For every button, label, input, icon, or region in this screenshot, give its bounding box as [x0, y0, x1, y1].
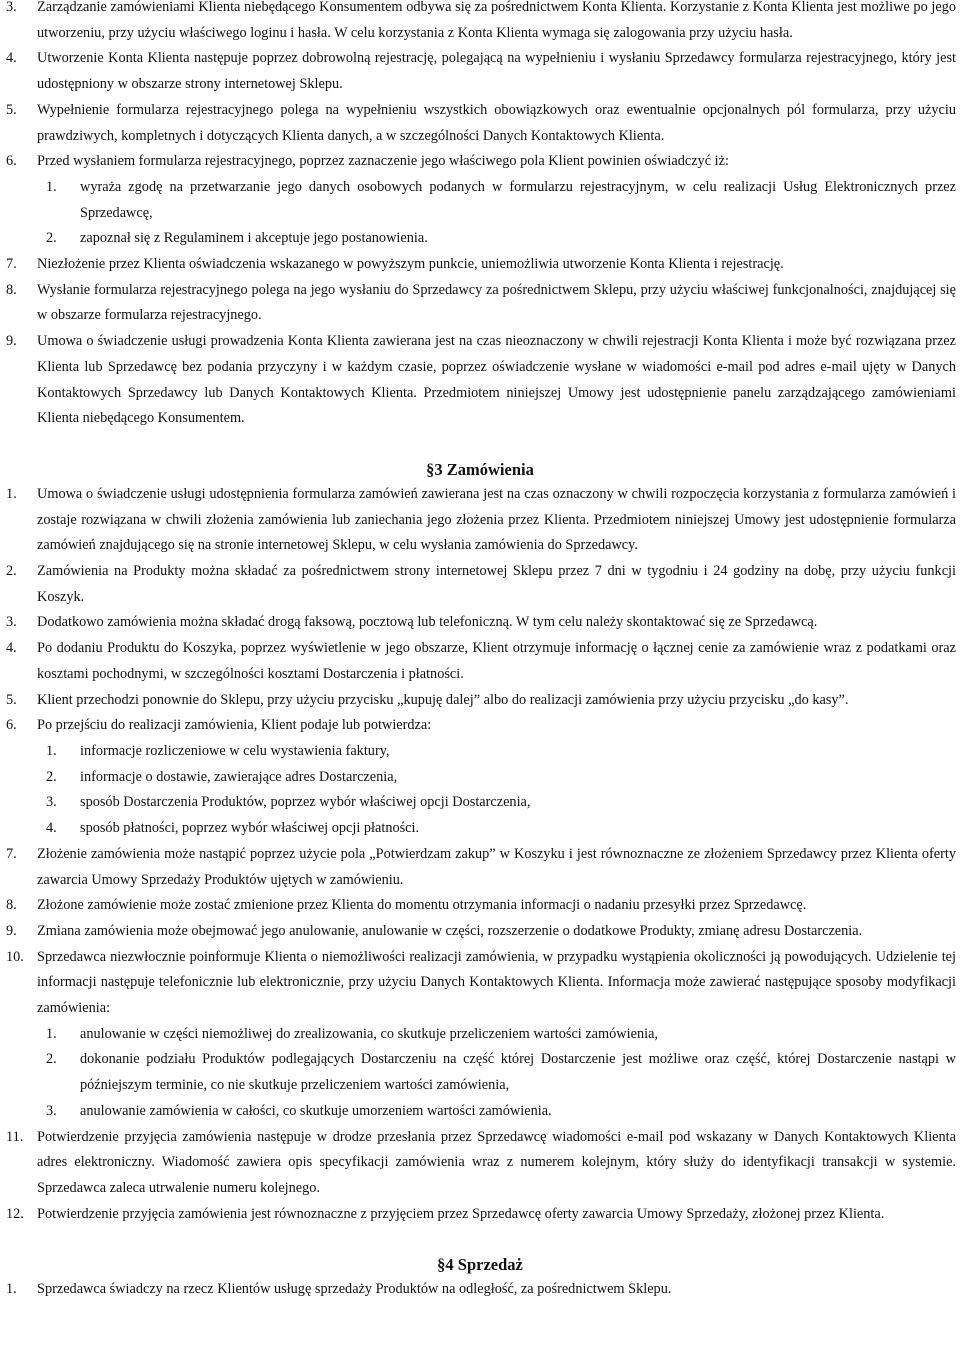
item-number: 5.: [6, 691, 17, 708]
item-number: 3.: [46, 1102, 57, 1119]
item-number: 1.: [46, 742, 57, 759]
list-item: [0, 1202, 960, 1228]
item-text: Niezłożenie przez Klienta oświadczenia wskazanego w powyższym punkcie, uniemożliwia utworzenie Konta Klienta i rejestrację.: [37, 256, 784, 273]
section2-list-a: [0, 0, 960, 175]
item-number: 11.: [6, 1128, 24, 1145]
item-number: 2.: [46, 230, 57, 247]
item-text: Złożone zamówienie może zostać zmienione przez Klienta do momentu otrzymania informacji o nadaniu przesyłki przez Sprzedawcę.: [37, 897, 807, 914]
item-number: 8.: [6, 897, 17, 914]
item-number: 6.: [6, 153, 17, 170]
item-text: Klient przechodzi ponownie do Sklepu, przy użyciu przycisku „kupuję dalej” albo do realizacji zamówienia przy użyciu przycisku „do kasy”.: [37, 691, 849, 708]
item-number: 6.: [6, 717, 17, 734]
item-text: zapoznał się z Regulaminem i akceptuje jego postanowienia.: [80, 230, 428, 247]
item-number: 3.: [46, 794, 57, 811]
section2-sublist-a: [0, 175, 960, 252]
item-text: Potwierdzenie przyjęcia zamówienia jest równoznaczne z przyjęciem przez Sprzedawcę oferty zawarcia Umowy Sprzedaży, złożonej przez Klienta.: [37, 1205, 885, 1222]
item-text: Dodatkowo zamówienia można składać drogą faksową, pocztową lub telefoniczną. W tym celu należy skontaktować się ze Sprzedawcą.: [37, 614, 818, 631]
item-text: Utworzenie Konta Klienta następuje poprzez dobrowolną rejestrację, polegającą na wypełnieniu i wysłaniu Sprzedawcy formularza rejestracyjnego, który jest udostępniony w obszarze strony internetowej Sklepu.: [37, 50, 956, 93]
list-item: [0, 1125, 960, 1202]
item-text: informacje rozliczeniowe w celu wystawienia faktury,: [80, 742, 390, 759]
list-item: [0, 945, 960, 1022]
sub-list-item: [0, 1099, 960, 1125]
list-item: [0, 98, 960, 149]
item-number: 9.: [6, 922, 17, 939]
list-item: [0, 278, 960, 329]
item-text: sposób Dostarczenia Produktów, poprzez wybór właściwej opcji Dostarczenia,: [80, 794, 531, 811]
item-number: 1.: [46, 1025, 57, 1042]
item-number: 2.: [46, 1051, 57, 1068]
section2-list-b: [0, 252, 960, 432]
item-text: Po dodaniu Produktu do Koszyka, poprzez wyświetlenie w jego obszarze, Klient otrzymuje informację o łącznej cenie za zamówienie wraz z podatkami oraz kosztami pochodnymi, w szczególności kosztami Dostarczenia i płatności.: [37, 640, 956, 682]
item-text: informacje o dostawie, zawierające adres Dostarczenia,: [80, 768, 398, 785]
sub-list-item: [0, 226, 960, 252]
item-number: 4.: [46, 820, 57, 837]
item-number: 2.: [6, 563, 17, 580]
list-item: [0, 893, 960, 919]
item-text: wyraża zgodę na przetwarzanie jego danych osobowych podanych w formularzu rejestracyjnym, w celu realizacji Usług Elektronicznych przez Sprzedawcę,: [80, 178, 956, 221]
list-item: [0, 46, 960, 97]
item-text: Zmiana zamówienia może obejmować jego anulowanie, anulowanie w części, rozszerzenie o dodatkowe Produkty, zmianę adresu Dostarczenia.: [37, 922, 863, 939]
item-number: 5.: [6, 101, 17, 118]
item-number: 10.: [6, 948, 24, 965]
list-item: [0, 482, 960, 559]
list-item: [0, 252, 960, 278]
item-text: Złożenie zamówienia może nastąpić poprzez użycie pola „Potwierdzam zakup” w Koszyku i jest równoznaczne ze złożeniem Sprzedawcy przez Klienta oferty zawarcia Umowy Sprzedaży Produktów ujętych w zamówieniu.: [37, 845, 956, 888]
item-number: 9.: [6, 333, 17, 350]
list-item: [0, 559, 960, 610]
item-text: dokonanie podziału Produktów podlegających Dostarczeniu na część której Dostarczenie jest możliwe oraz część, której Dostarczenie nastąpi w późniejszym terminie, co nie skutkuje przeliczeniem wartości zamówienia,: [80, 1051, 956, 1094]
item-number: 3.: [6, 614, 17, 631]
item-text: Wysłanie formularza rejestracyjnego polega na jego wysłaniu do Sprzedawcy za pośrednictwem Sklepu, przy użyciu właściwej funkcjonalności, znajdującej się w obszarze formularza rejestracyjnego.: [37, 281, 956, 324]
item-text: Sprzedawca świadczy na rzecz Klientów usługę sprzedaży Produktów na odległość, za pośrednictwem Sklepu.: [37, 1281, 672, 1298]
item-number: 8.: [6, 281, 17, 298]
item-number: 4.: [6, 50, 17, 67]
item-text: anulowanie zamówienia w całości, co skutkuje umorzeniem wartości zamówienia.: [80, 1102, 552, 1119]
list-item: [0, 0, 960, 46]
item-number: 12.: [6, 1205, 24, 1222]
item-text: Zamówienia na Produkty można składać za pośrednictwem strony internetowej Sklepu przez 7 dni w tygodniu i 24 godziny na dobę, przy użyciu funkcji Koszyk.: [37, 563, 956, 605]
list-item: [0, 636, 960, 687]
sub-list-item: [0, 1047, 960, 1098]
section3-sublist-a: [0, 739, 960, 842]
list-item: [0, 329, 960, 432]
section3-list-a: [0, 482, 960, 739]
item-text: Wypełnienie formularza rejestracyjnego polega na wypełnieniu wszystkich obowiązkowych oraz ewentualnie opcjonalnych pól formularza, przy użyciu prawdziwych, kompletnych i dotyczących Klienta danych, a w szczególności Danych Kontaktowych Klienta.: [37, 101, 956, 144]
item-text: Przed wysłaniem formularza rejestracyjnego, poprzez zaznaczenie jego właściwego pola Klient powinien oświadczyć iż:: [37, 153, 729, 170]
item-text: anulowanie w części niemożliwej do zrealizowania, co skutkuje przeliczeniem wartości zamówienia,: [80, 1025, 658, 1042]
section3-sublist-b: [0, 1022, 960, 1125]
list-item: [0, 842, 960, 893]
section3-heading: §3 Zamówienia: [426, 459, 534, 479]
item-number: 7.: [6, 256, 17, 273]
list-item: [0, 1277, 960, 1303]
section4-list: [0, 1277, 960, 1303]
list-item: [0, 713, 960, 739]
sub-list-item: [0, 739, 960, 765]
sub-list-item: [0, 1022, 960, 1048]
sub-list-item: [0, 816, 960, 842]
sub-list-item: [0, 790, 960, 816]
item-text: Zarządzanie zamówieniami Klienta niebędącego Konsumentem odbywa się za pośrednictwem Konta Klienta. Korzystanie z Konta Klienta jest możliwe po jego utworzeniu, przy użyciu właściwego loginu i hasła. W celu korzystania z Konta Klienta wymaga się zalogowania przy użyciu hasła.: [37, 0, 956, 41]
section4-heading: §4 Sprzedaż: [437, 1255, 523, 1275]
item-number: 1.: [6, 1281, 17, 1298]
item-number: 3.: [6, 0, 17, 15]
list-item: [0, 688, 960, 714]
item-text: Potwierdzenie przyjęcia zamówienia następuje w drodze przesłania przez Sprzedawcę wiadomości e-mail pod wskazany w Danych Kontaktowych Klienta adres elektroniczny. Wiadomość zawiera opis specyfikacji zamówienia wraz z numerem kolejnym, który służy do identyfikacji transakcji w systemie. Sprzedawca zaleca utrwalenie numeru kolejnego.: [37, 1128, 956, 1196]
list-item: [0, 610, 960, 636]
section3-list-c: [0, 1125, 960, 1228]
item-number: 1.: [46, 178, 57, 195]
sub-list-item: [0, 175, 960, 226]
item-text: sposób płatności, poprzez wybór właściwej opcji płatności.: [80, 820, 420, 837]
item-number: 4.: [6, 640, 17, 657]
item-number: 7.: [6, 845, 17, 862]
sub-list-item: [0, 765, 960, 791]
item-number: 2.: [46, 768, 57, 785]
item-text: Umowa o świadczenie usługi prowadzenia Konta Klienta zawierana jest na czas nieoznaczony w chwili rejestracji Konta Klienta i może być rozwiązana przez Klienta lub Sprzedawcę bez podania przyczyny i w każdym czasie, poprzez oświadczenie wysłane w wiadomości e-mail pod adres e-mail ujęty w Danych Kontaktowych Sprzedawcy lub Danych Kontaktowych Klienta. Przedmiotem niniejszej Umowy jest udostępnienie panelu zarządzającego zamówieniami Klienta niebędącego Konsumentem.: [37, 333, 956, 427]
list-item: [0, 149, 960, 175]
section3-list-b: [0, 842, 960, 1022]
item-text: Sprzedawca niezwłocznie poinformuje Klienta o niemożliwości realizacji zamówienia, w przypadku wystąpienia okoliczności ją powodujących. Udzielenie tej informacji następuje telefonicznie lub elektronicznie, przy użyciu Danych Kontaktowych Klienta. Informacja może zawierać następujące sposoby modyfikacji zamówienia:: [37, 948, 956, 1017]
item-text: Po przejściu do realizacji zamówienia, Klient podaje lub potwierdza:: [37, 717, 432, 734]
list-item: [0, 919, 960, 945]
item-text: Umowa o świadczenie usługi udostępnienia formularza zamówień zawierana jest na czas oznaczony w chwili rozpoczęcia korzystania z formularza zamówień i zostaje rozwiązana w chwili złożenia zamówienia lub zaniechania jego złożenia przez Klienta. Przedmiotem niniejszej Umowy jest udostępnienie formularza zamówień znajdującego się na stronie internetowej Sklepu, w celu wysłania zamówienia do Sprzedawcy.: [37, 485, 956, 554]
item-number: 1.: [6, 485, 17, 502]
